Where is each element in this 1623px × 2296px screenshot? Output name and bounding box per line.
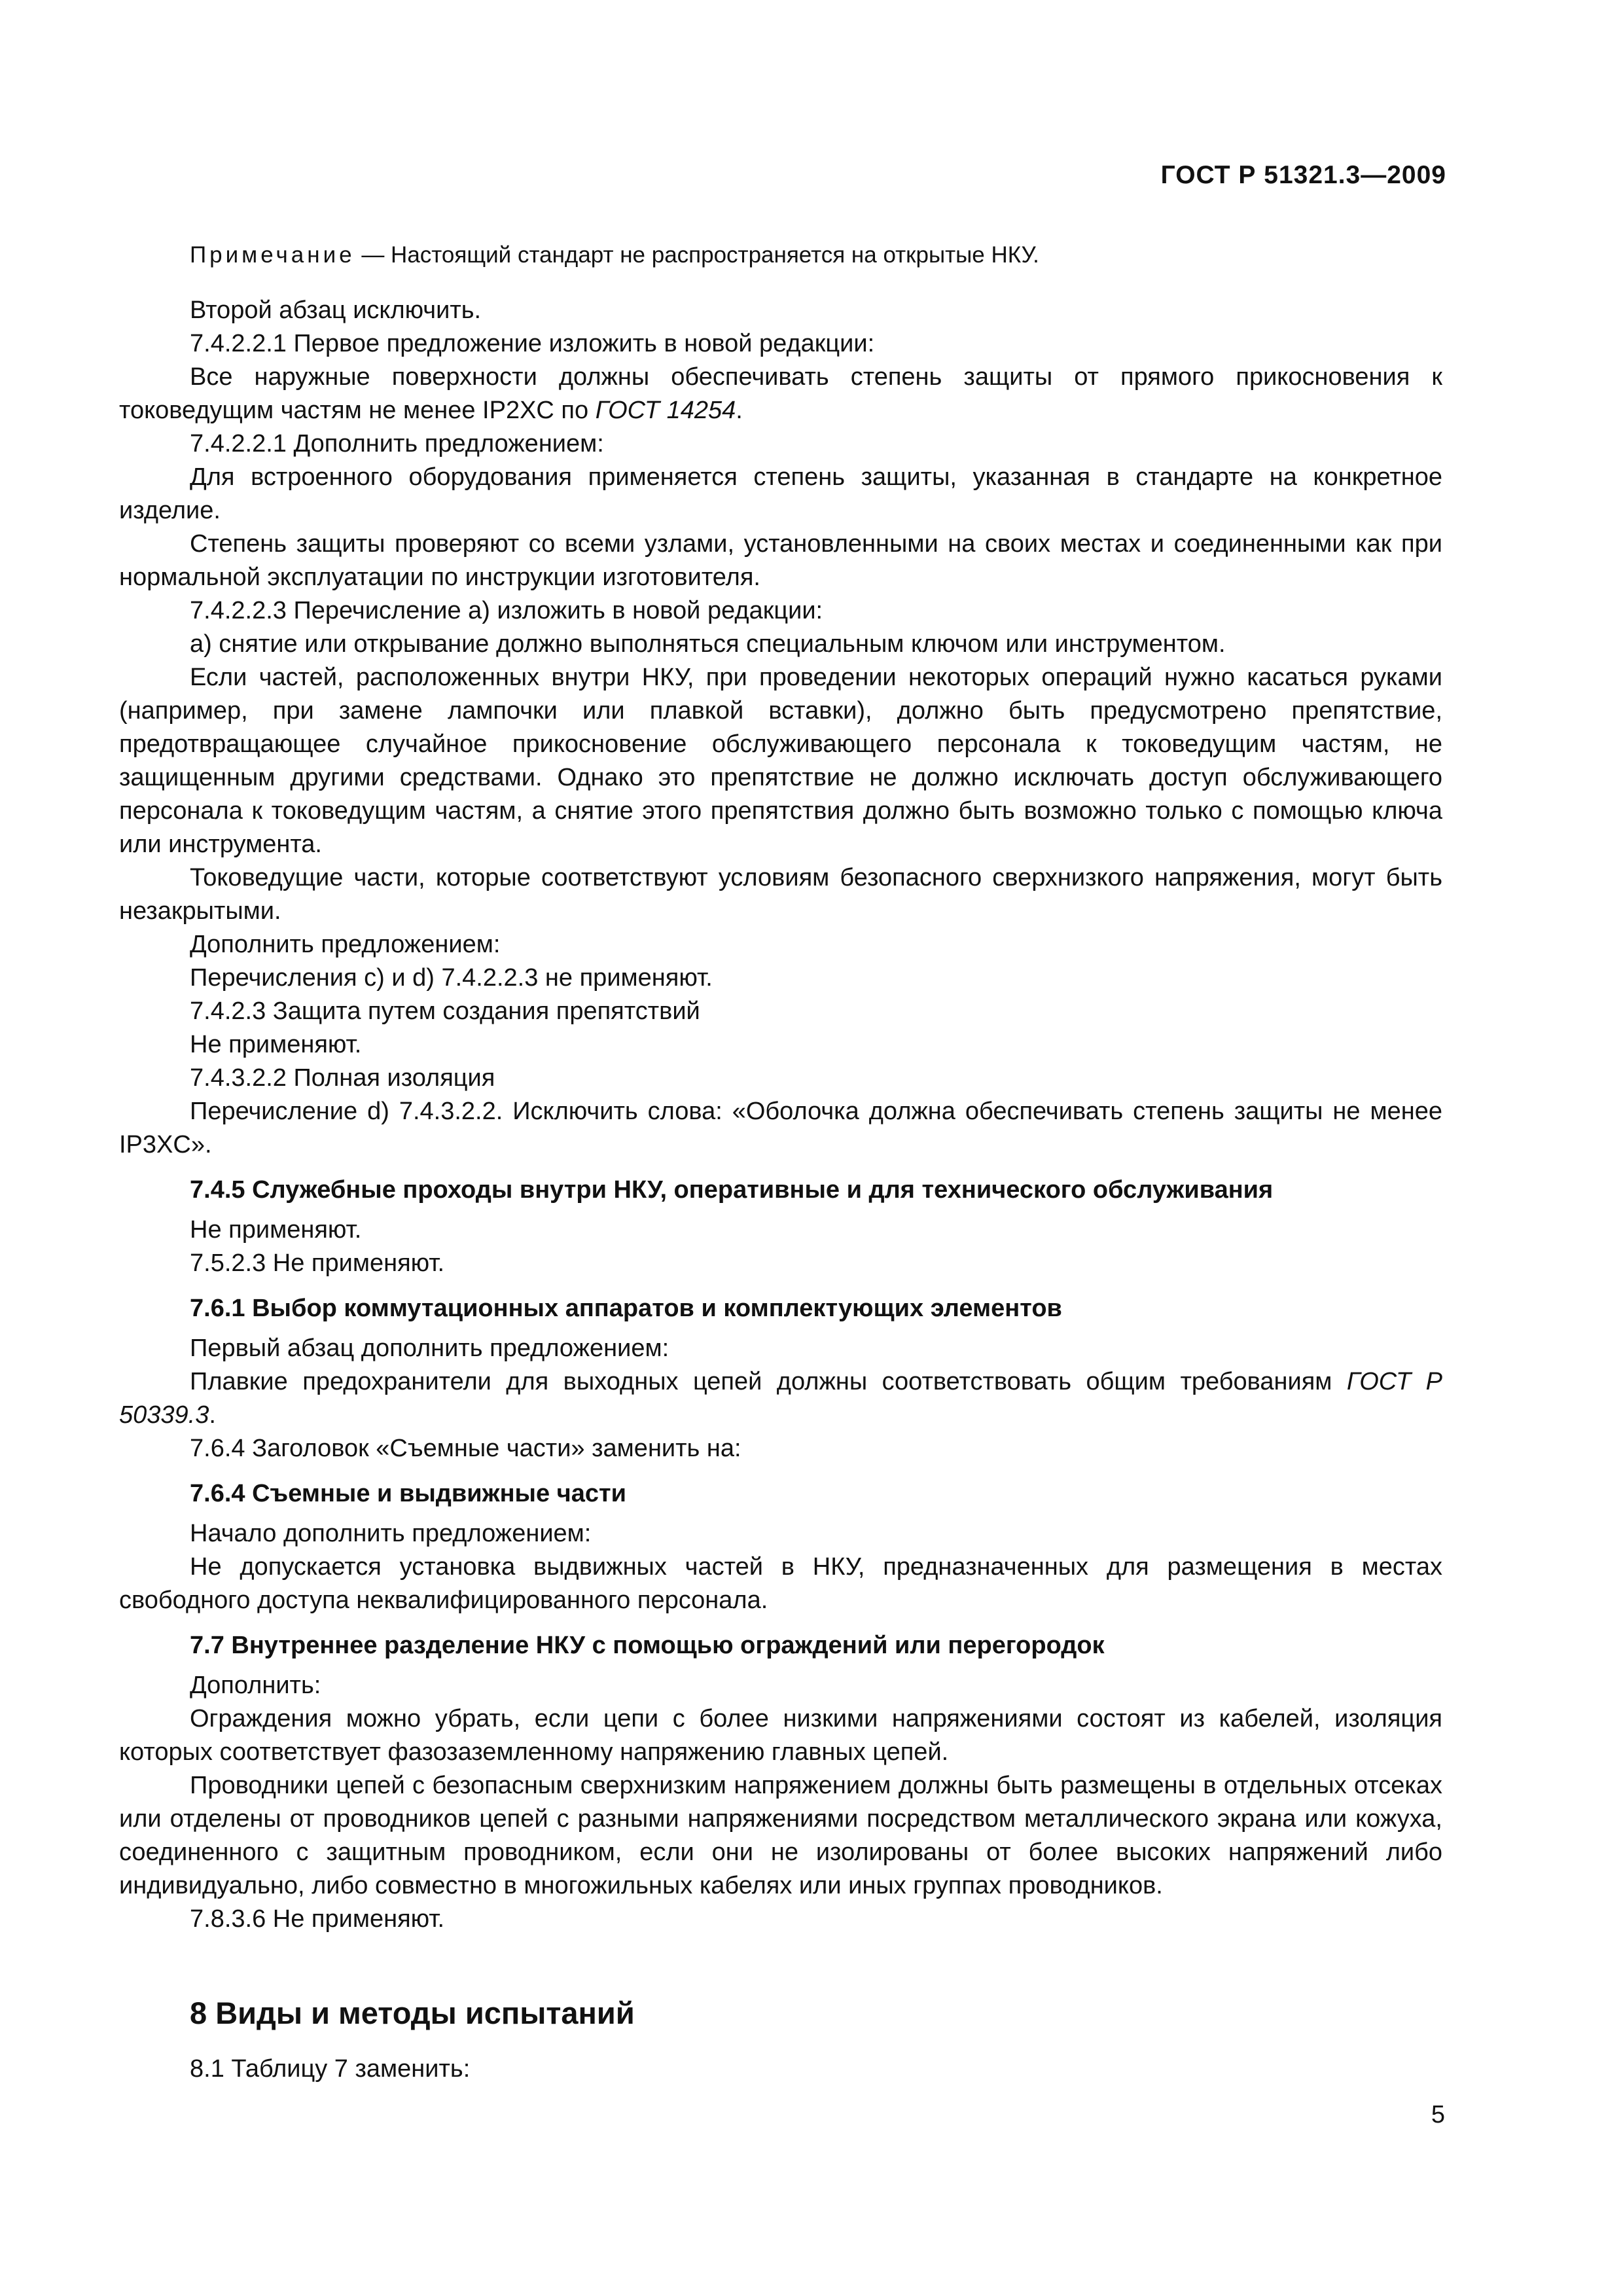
section-heading-7-6-4: 7.6.4 Съемные и выдвижные части <box>190 1480 626 1507</box>
paragraph: Перечисление d) 7.4.3.2.2. Исключить слова: «Оболочка должна обеспечивать степень защиты не менее IP3XC». <box>119 1098 1442 1158</box>
paragraph: Токоведущие части, которые соответствуют условиям безопасного сверхнизкого напряжения, могут быть незакрытыми. <box>119 864 1442 925</box>
paragraph: 8.1 Таблицу 7 заменить: <box>190 2055 471 2083</box>
standard-reference: ГОСТ Р 50339.3 <box>119 1368 1442 1429</box>
paragraph: 7.4.2.2.1 Дополнить предложением: <box>190 430 604 457</box>
paragraph: Для встроенного оборудования применяется степень защиты, указанная в стандарте на конкретное изделие. <box>119 463 1442 524</box>
note-text: — Настоящий стандарт не распространяется на открытые НКУ. <box>355 242 1039 268</box>
note <box>119 238 1442 272</box>
paragraph: Дополнить: <box>190 1672 321 1699</box>
paragraph: 7.4.3.2.2 Полная изоляция <box>190 1064 495 1092</box>
paragraph: Не применяют. <box>190 1031 362 1058</box>
section-heading-8: 8 Виды и методы испытаний <box>190 1996 635 2030</box>
standard-reference: ГОСТ 14254 <box>595 397 736 424</box>
paragraph: Не применяют. <box>190 1216 362 1244</box>
paragraph <box>119 361 1442 427</box>
section-heading-7-6-1: 7.6.1 Выбор коммутационных аппаратов и комплектующих элементов <box>190 1295 1062 1322</box>
paragraph: а) снятие или открывание должно выполняться специальным ключом или инструментом. <box>190 630 1226 658</box>
paragraph: Дополнить предложением: <box>190 931 501 958</box>
paragraph: Перечисления с) и d) 7.4.2.2.3 не применяют. <box>190 964 713 992</box>
note-label: Примечание <box>190 242 355 268</box>
paragraph-end: . <box>209 1401 216 1429</box>
paragraph: Не допускается установка выдвижных частей в НКУ, предназначенных для размещения в местах свободного доступа неквалифицированного персонала. <box>119 1553 1442 1614</box>
paragraph: 7.8.3.6 Не применяют. <box>190 1905 445 1933</box>
paragraph: Второй абзац исключить. <box>190 296 482 324</box>
section-heading-7-4-5: 7.4.5 Служебные проходы внутри НКУ, оперативные и для технического обслуживания <box>190 1176 1274 1204</box>
paragraph: Степень защиты проверяют со всеми узлами, установленными на своих местах и соединенными как при нормальной эксплуатации по инструкции изготовителя. <box>119 530 1442 591</box>
page-content <box>119 238 1442 2086</box>
paragraph-text: Все наружные поверхности должны обеспечивать степень защиты от прямого прикосновения к токоведущим частям не менее IP2XC по <box>119 363 1442 424</box>
paragraph: 7.5.2.3 Не применяют. <box>190 1249 445 1277</box>
paragraph: 7.4.2.2.1 Первое предложение изложить в новой редакции: <box>190 330 875 357</box>
page-number: 5 <box>1431 2101 1445 2128</box>
paragraph: Начало дополнить предложением: <box>190 1520 592 1547</box>
section-heading-7-7: 7.7 Внутреннее разделение НКУ с помощью ограждений или перегородок <box>190 1632 1105 1659</box>
paragraph: Проводники цепей с безопасным сверхнизким напряжением должны быть размещены в отдельных отсеках или отделены от проводников цепей с разными напряжениями посредством металлического экрана или кожуха, соединенного с защитным проводником, если они не изолированы от более высоких напряжений либо индивидуально, либо совместно в многожильных кабелях или иных группах проводников. <box>119 1772 1442 1899</box>
paragraph: Первый абзац дополнить предложением: <box>190 1335 669 1362</box>
paragraph: Если частей, расположенных внутри НКУ, при проведении некоторых операций нужно касаться руками (например, при замене лампочки или плавкой вставки), должно быть предусмотрено препятствие, предотвращающее случайное прикосновение обслуживающего персонала к токоведущим частям, не защищенным другими средствами. Однако это препятствие не должно исключать доступ обслуживающего персонала к токоведущим частям, а снятие этого препятствия должно быть возможно только с помощью ключа или инструмента. <box>119 664 1442 858</box>
paragraph: 7.4.2.3 Защита путем создания препятствий <box>190 997 700 1025</box>
paragraph: 7.4.2.2.3 Перечисление а) изложить в новой редакции: <box>190 597 823 624</box>
paragraph: 7.6.4 Заголовок «Съемные части» заменить на: <box>190 1435 741 1462</box>
document-header: ГОСТ Р 51321.3—2009 <box>1160 161 1446 189</box>
paragraph: Ограждения можно убрать, если цепи с более низкими напряжениями состоят из кабелей, изоляция которых соответствует фазозаземленному напряжению главных цепей. <box>119 1705 1442 1766</box>
paragraph <box>119 1365 1442 1432</box>
paragraph-end: . <box>736 397 743 424</box>
paragraph-text: Плавкие предохранители для выходных цепей должны соответствовать общим требованиям <box>190 1368 1347 1395</box>
